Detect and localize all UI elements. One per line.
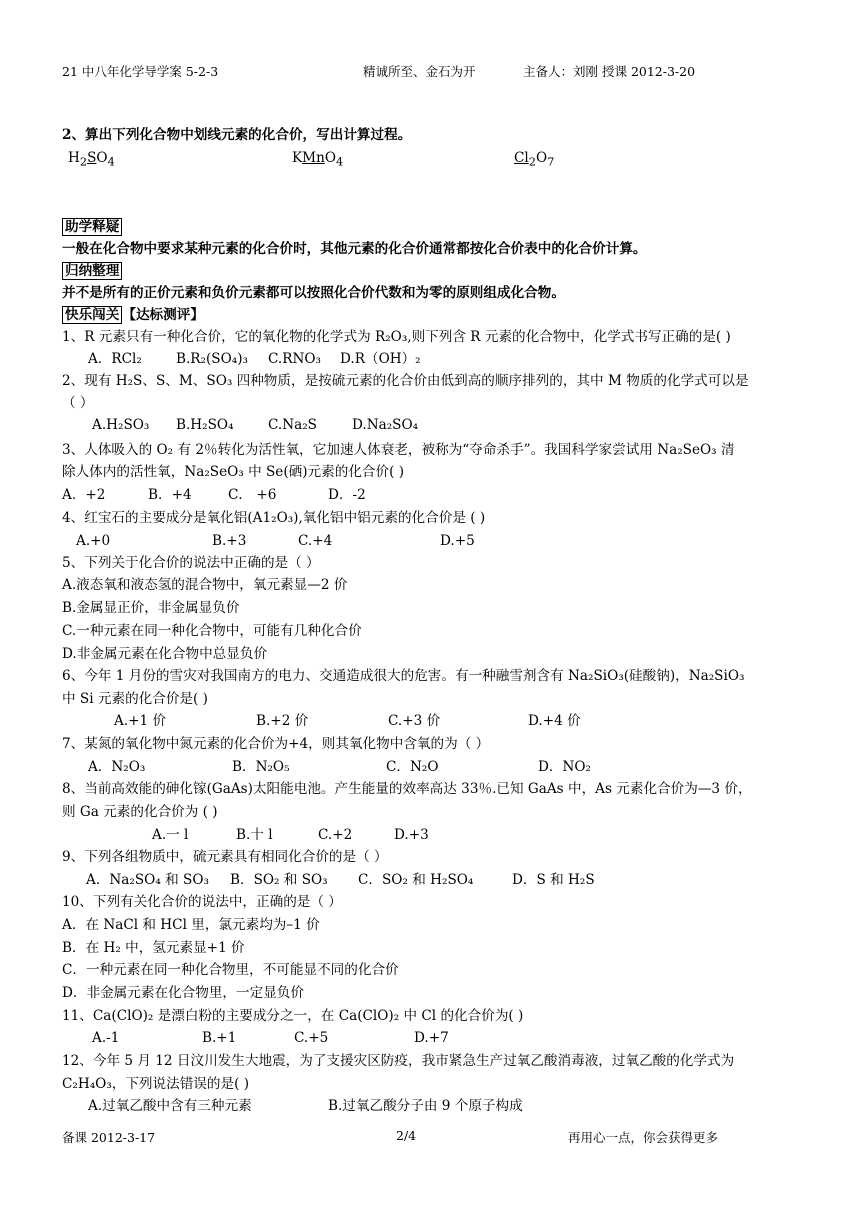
question-12-cont: C₂H₄O₃，下列说法错误的是( ): [62, 1076, 250, 1092]
question-8-cont: 则 Ga 元素的化合价为 ( ): [62, 804, 218, 820]
page-number: 2/4: [396, 1128, 417, 1143]
question-6: 6、今年 1 月份的雪灾对我国南方的电力、交通造成很大的危害。有一种融雪剂含有 Na₂SiO₃(硅酸钠)，Na₂SiO₃: [62, 668, 745, 684]
header-left: 21 中八年化学导学案 5-2-3: [62, 64, 219, 79]
question-10: 10、下列有关化合价的说法中，正确的是（ ）: [62, 894, 342, 910]
header-motto: 精诚所至、金石为开: [363, 64, 476, 79]
header-author: 主备人：刘刚 授课 2012-3-20: [523, 64, 696, 79]
question-9: 9、下列各组物质中，硫元素具有相同化合价的是（ ）: [62, 849, 388, 865]
question-3-cont: 除人体内的活性氧，Na₂SeO₃ 中 Se(硒)元素的化合价( ): [62, 464, 405, 480]
question-8: 8、当前高效能的砷化镓(GaAs)太阳能电池。产生能量的效率高达 33％.已知 GaAs 中，As 元素化合价为—3 价，: [62, 781, 752, 797]
test-label: 快乐闯关: [62, 306, 122, 324]
question-10-option-b: B．在 H₂ 中，氢元素显+1 价: [62, 940, 245, 956]
question-12: 12、今年 5 月 12 日汶川发生大地震，为了支援灾区防疫，我市紧急生产过氧乙酸消毒液，过氧乙酸的化学式为: [62, 1053, 735, 1069]
help-label: 助学释疑: [62, 218, 122, 236]
question-1: 1、R 元素只有一种化合价，它的氧化物的化学式为 R₂O₃,则下列含 R 元素的化合物中，化学式书写正确的是( ): [62, 329, 731, 345]
q2-title: 2、算出下列化合物中划线元素的化合价，写出计算过程。: [62, 127, 412, 143]
compound-kmno4: KMnO$_4$: [292, 150, 344, 169]
compound-h2so4: $H_2SO_4$: [68, 150, 115, 169]
summary-text: 并不是所有的正价元素和负价元素都可以按照化合价代数和为零的原则组成化合物。: [62, 285, 565, 301]
question-5-option-b: B.金属显正价，非金属显负价: [62, 600, 240, 616]
compound-cl2o7: $Cl_2O_7$: [514, 150, 555, 169]
question-4: 4、红宝石的主要成分是氧化铝(A1₂O₃),氧化铝中铝元素的化合价是 ( ): [62, 510, 486, 526]
question-2-cont: （ ）: [62, 395, 94, 411]
question-10-option-d: D．非金属元素在化合物里，一定显负价: [62, 985, 304, 1001]
question-5-option-c: C.一种元素在同一种化合物中，可能有几种化合价: [62, 623, 362, 639]
summary-label: 归纳整理: [62, 262, 122, 280]
question-5-option-a: A.液态氧和液态氢的混合物中，氧元素显—2 价: [62, 577, 348, 593]
question-2: 2、现有 H₂S、S、M、SO₃ 四种物质，是按硫元素的化合价由低到高的顺序排列的，其中 M 物质的化学式可以是: [62, 373, 749, 389]
question-5-option-d: D.非金属元素在化合物中总显负价: [62, 646, 268, 662]
footer-prep-date: 备课 2012-3-17: [62, 1130, 156, 1145]
question-3: 3、人体吸入的 O₂ 有 2％转化为活性氧，它加速人体衰老，被称为“夺命杀手”。我国科学家尝试用 Na₂SeO₃ 清: [62, 442, 735, 458]
question-7: 7、某氮的氧化物中氮元素的化合价为+4，则其氧化物中含氧的为（ ）: [62, 736, 490, 752]
question-10-option-a: A．在 NaCl 和 HCl 里，氯元素均为–1 价: [62, 917, 320, 933]
question-5: 5、下列关于化合价的说法中正确的是（ ）: [62, 555, 320, 571]
footer-motto: 再用心一点，你会获得更多: [568, 1130, 719, 1145]
test-title: 【达标测评】: [122, 307, 204, 323]
question-11: 11、Ca(ClO)₂ 是漂白粉的主要成分之一，在 Ca(ClO)₂ 中 Cl 的化合价为( ): [62, 1008, 524, 1024]
question-10-option-c: C．一种元素在同一种化合物里，不可能显不同的化合价: [62, 962, 399, 978]
help-text: 一般在化合物中要求某种元素的化合价时，其他元素的化合价通常都按化合价表中的化合价计算。: [62, 241, 647, 257]
question-6-cont: 中 Si 元素的化合价是( ): [62, 691, 208, 707]
